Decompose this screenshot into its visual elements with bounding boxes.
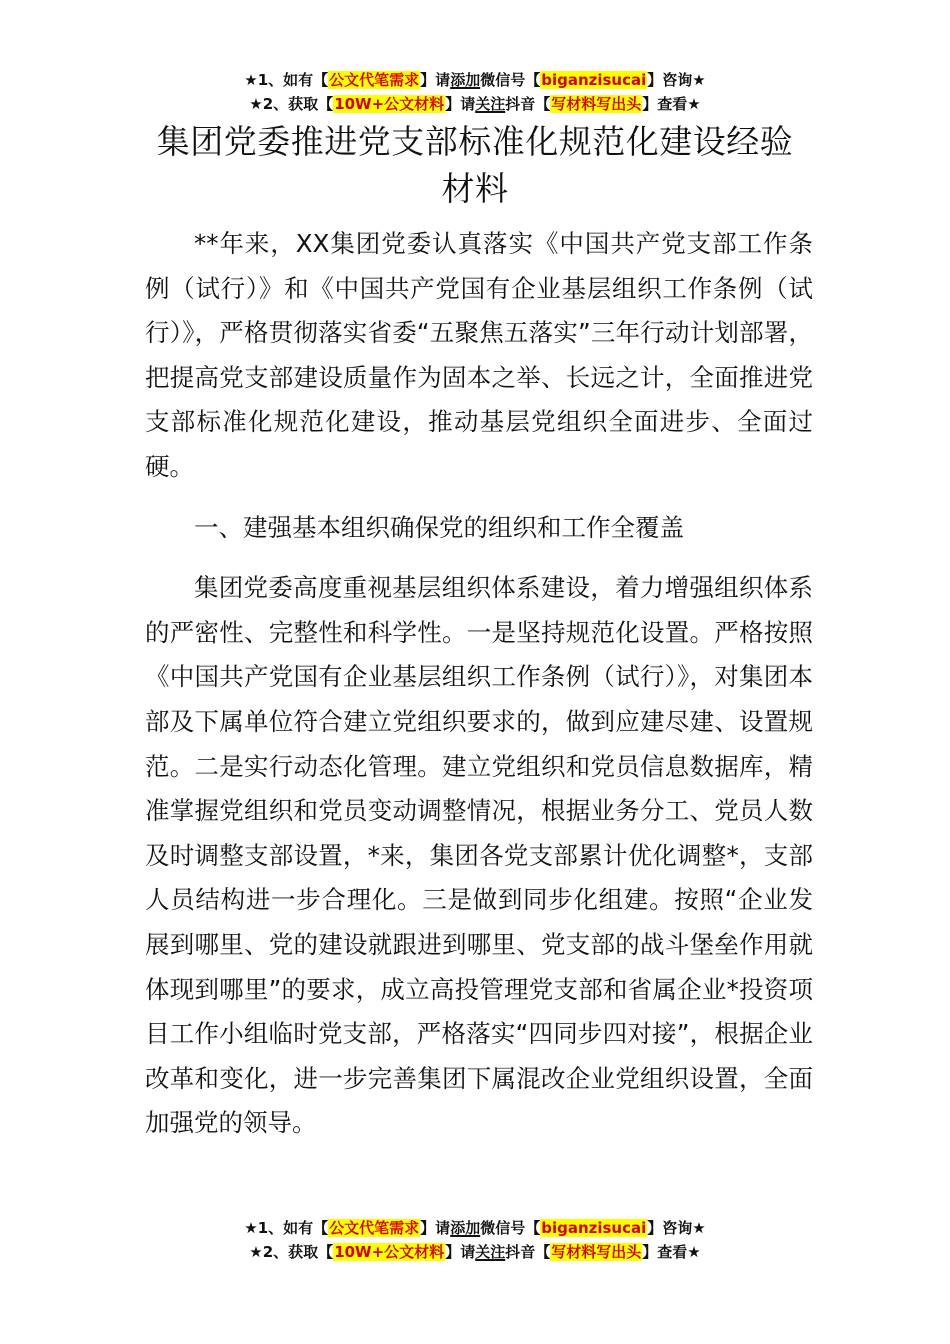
promo-highlight: 公文代笔需求	[329, 1219, 420, 1237]
document-body	[145, 222, 813, 1146]
section-heading: 一、建强基本组织确保党的组织和工作全覆盖	[194, 512, 684, 542]
document-title: 集团党委推进党支部标准化规范化建设经验材料	[156, 122, 794, 208]
promo-douyin-account: 写材料写出头	[551, 1243, 642, 1261]
promo-highlight: 公文代笔需求	[329, 71, 420, 89]
promo-underlined-word: 添加	[450, 1219, 481, 1237]
promo-underlined-word: 添加	[450, 71, 481, 89]
promo-banner-top	[0, 68, 950, 116]
promo-wechat-id: biganzisucai	[541, 1219, 647, 1237]
promo-douyin-account: 写材料写出头	[551, 95, 642, 113]
section-paragraph: 集团党委高度重视基层组织体系建设，着力增强组织体系的严密性、完整性和科学性。一是坚持规范化设置。严格按照《中国共产党国有企业基层组织工作条例（试行）》，对集团本部及下属单位符合建立党组织要求的，做到应建尽建、设置规范。二是实行动态化管理。建立党组织和党员信息数据库，精准掌握党组织和党员变动调整情况，根据业务分工、党员人数及时调整支部设置，*来，集团各党支部累计优化调整*，支部人员结构进一步合理化。三是做到同步化组建。按照“企业发展到哪里、党的建设就跟进到哪里、党支部的战斗堡垒作用就体现到哪里”的要求，成立高投管理党支部和省属企业*投资项目工作小组临时党支部，严格落实“四同步四对接”，根据企业改革和变化，进一步完善集团下属混改企业党组织设置，全面加强党的领导。	[145, 573, 813, 1138]
promo-line-1: ★1、如有【公文代笔需求】请添加微信号【biganzisucai】咨询★	[244, 1219, 706, 1237]
promo-wechat-id: biganzisucai	[541, 71, 647, 89]
promo-banner-bottom	[0, 1216, 950, 1264]
intro-paragraph: **年来，XX集团党委认真落实《中国共产党支部工作条例（试行）》和《中国共产党国有企业基层组织工作条例（试行）》，严格贯彻落实省委“五聚焦五落实”三年行动计划部署，把提高党支部建设质量作为固本之举、长远之计，全面推进党支部标准化规范化建设，推动基层党组织全面进步、全面过硬。	[145, 229, 813, 481]
promo-line-2: ★2、获取【10W+公文材料】请关注抖音【写材料写出头】查看★	[249, 1243, 701, 1261]
promo-highlight: 10W+公文材料	[334, 1243, 445, 1261]
promo-underlined-word: 关注	[475, 1243, 506, 1261]
promo-line-2: ★2、获取【10W+公文材料】请关注抖音【写材料写出头】查看★	[249, 95, 701, 113]
promo-line-1: ★1、如有【公文代笔需求】请添加微信号【biganzisucai】咨询★	[244, 71, 706, 89]
promo-underlined-word: 关注	[475, 95, 506, 113]
promo-highlight: 10W+公文材料	[334, 95, 445, 113]
